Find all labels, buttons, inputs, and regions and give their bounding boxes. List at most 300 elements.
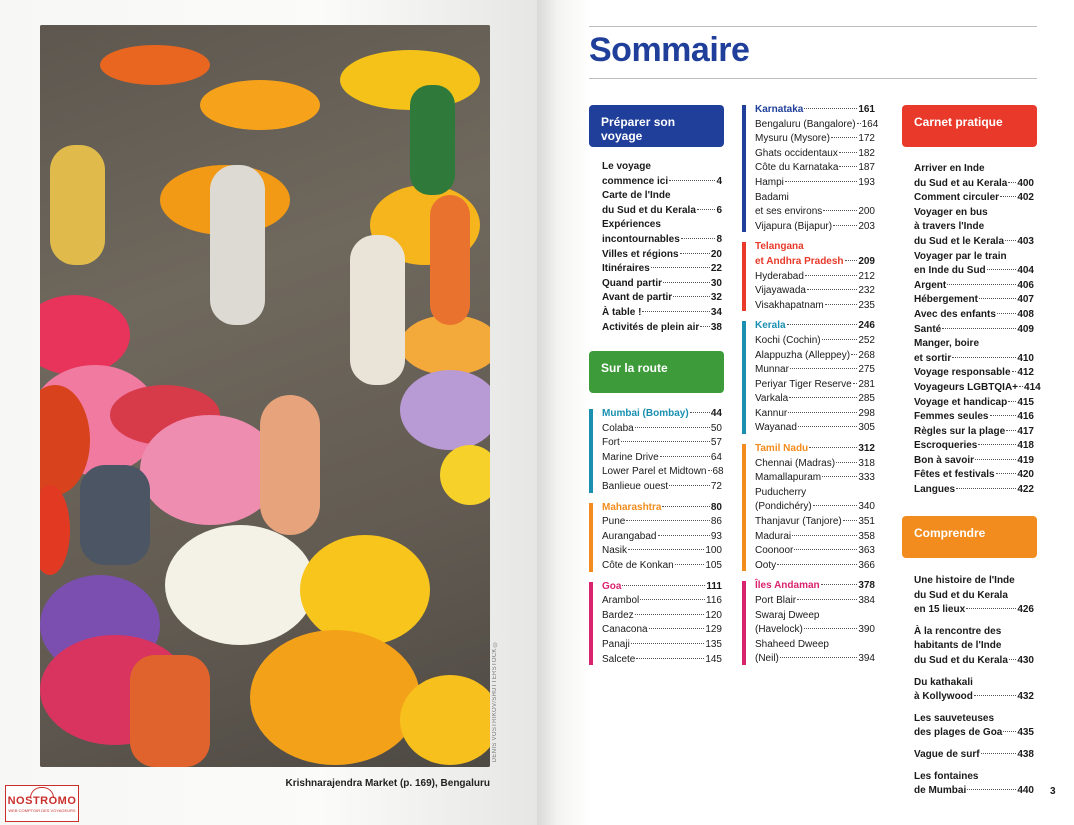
toc-page-number: 275 [858,364,875,376]
logo-tagline: WEB COMPTOIR DES VOYAGEURS [8,808,76,813]
comprendre-entry-line: Du kathakali [914,676,973,688]
toc-leader [790,368,857,369]
toc-leader [780,657,857,658]
toc-entry-title: du Sud et du Kerala [914,654,1008,666]
toc-entry-title: Argent [914,279,947,291]
toc-entry[interactable] [755,118,879,133]
toc-entry-title: Villes et régions [602,248,679,260]
toc-entry[interactable] [914,337,1034,352]
toc-entry[interactable] [914,454,1034,469]
toc-entry[interactable] [602,204,722,219]
toc-entry-title: Thanjavur (Tanjore) [755,516,842,528]
toc-leader [839,166,857,167]
comprendre-entry[interactable] [914,625,1034,669]
toc-page-number: 120 [705,609,722,621]
toc-entry-title: Hyderabad [755,270,804,282]
toc-entry[interactable] [755,392,875,407]
toc-entry[interactable] [755,638,875,653]
toc-page-number: 438 [1017,748,1034,760]
toc-entry-title: Swaraj Dweep [755,609,820,621]
toc-page-number: 57 [710,437,722,449]
toc-entry[interactable] [914,250,1034,265]
toc-entry-title: Canacona [602,624,648,636]
toc-entry[interactable] [755,544,875,559]
toc-leader [956,488,1016,489]
toc-leader [635,614,705,615]
toc-entry[interactable] [914,293,1034,308]
comprendre-entry[interactable] [914,770,1034,799]
toc-entry-title: Arambol [602,595,640,607]
region-color-bar [589,409,593,493]
toc-entry[interactable] [602,233,722,248]
toc-entry[interactable] [755,161,875,176]
toc-page-number: 80 [710,501,722,513]
toc-entry-title: Munnar [755,364,789,376]
toc-entry[interactable] [755,270,875,285]
toc-entry[interactable] [755,349,875,364]
toc-entry[interactable] [755,284,875,299]
toc-entry-title: Varkala [755,393,789,405]
toc-leader [966,608,1016,609]
toc-page-number: 384 [858,595,875,606]
toc-entry[interactable] [755,421,875,436]
region-heading: Maharashtra [602,501,662,513]
toc-leader [631,643,705,644]
toc-entry[interactable] [602,465,722,480]
toc-entry-title: Badami [755,191,789,203]
toc-entry-title: Côte de Konkan [602,559,674,571]
toc-page-number: 366 [858,559,875,571]
toc-entry-title: Bardez [602,609,634,621]
toc-entry[interactable] [914,381,1041,396]
toc-entry[interactable] [755,191,875,206]
toc-entry-title: Salcete [602,653,636,665]
toc-entry-title: Manger, boire [914,338,980,350]
toc-page-number: 200 [858,206,875,218]
toc-entry[interactable] [914,366,1034,381]
toc-entry[interactable] [914,690,1034,705]
toc-leader [651,267,710,268]
region-list [742,103,879,673]
toc-page-number: 172 [858,133,875,145]
toc-entry[interactable] [602,559,722,574]
toc-entry-title: de Mumbai [914,785,967,797]
comprendre-entry[interactable] [914,748,1034,763]
toc-entry[interactable] [755,457,875,472]
comprendre-entry-line: Les sauveteuses [914,712,995,724]
toc-entry-title: Bon à savoir [914,454,975,466]
toc-entry[interactable] [914,654,1034,669]
toc-entry[interactable] [755,334,875,349]
comprendre-entry-line: Une histoire de l'Inde [914,575,1015,586]
toc-entry[interactable] [755,407,875,422]
region-heading-row[interactable] [602,407,722,422]
toc-page-number: 212 [858,270,875,282]
prep-heading[interactable]: Préparer son voyage [589,105,724,147]
photo-credit: DENIS VOSTRIKOV/SHUTTERSTOCK © [492,640,498,763]
toc-page-number: 419 [1017,454,1034,466]
toc-entry[interactable] [755,378,875,393]
toc-page-number: 100 [705,545,722,557]
toc-entry-title: Quand partir [602,277,663,289]
toc-entry-title: commence ici [602,175,669,187]
toc-entry[interactable] [755,594,875,609]
toc-page-number: 93 [710,530,722,542]
toc-entry[interactable] [755,486,875,501]
region-heading-row[interactable] [602,580,722,595]
toc-leader [621,441,710,442]
comprendre-entry[interactable] [914,712,1034,741]
toc-page-number: 426 [1017,604,1034,616]
toc-leader [825,304,858,305]
toc-leader [947,284,1016,285]
toc-page-number: 252 [858,334,875,346]
toc-page-number: 408 [1017,308,1034,320]
toc-entry[interactable] [755,299,875,314]
toc-page-number: 415 [1017,396,1034,408]
toc-page-number: 129 [705,624,722,636]
toc-page-number: 407 [1017,294,1034,306]
toc-entry-title: Voyageurs LGBTQIA+ [914,381,1019,393]
region-heading: Îles Andaman [755,580,820,592]
toc-page-number: 418 [1017,440,1034,452]
toc-entry[interactable] [602,515,722,530]
region-section [742,103,879,234]
region-heading-row[interactable] [755,103,875,118]
toc-page-number: 422 [1017,484,1034,496]
region-heading: Goa [602,580,622,592]
region-color-bar [742,242,746,311]
toc-leader [809,447,857,448]
toc-entry-title: (Pondichéry) [755,501,812,513]
toc-leader [669,485,710,486]
toc-leader [804,628,858,629]
toc-entry[interactable] [914,784,1034,799]
carnet-list [914,162,1041,498]
toc-entry[interactable] [602,277,722,292]
toc-page-number: 363 [858,545,875,557]
toc-page-number: 394 [858,653,875,665]
toc-page-number: 285 [858,393,875,405]
toc-entry-title: Vijayawada [755,285,806,297]
toc-leader [789,397,857,398]
toc-entry[interactable] [914,352,1034,367]
comprendre-entry[interactable] [914,676,1034,705]
toc-entry[interactable] [602,189,722,204]
toc-entry[interactable] [914,279,1034,294]
toc-leader [1019,386,1023,387]
toc-page-number: 404 [1017,265,1034,277]
toc-entry[interactable] [602,422,722,437]
toc-page-number: 20 [710,248,722,260]
toc-entry[interactable] [602,436,722,451]
toc-entry[interactable] [602,451,722,466]
toc-page-number: 111 [706,580,722,592]
comprendre-entry-line: À la rencontre des [914,625,1002,637]
toc-page-number: 432 [1017,691,1034,703]
region-heading-row[interactable] [755,255,875,270]
toc-page-number: 203 [858,220,875,232]
toc-entry-title: Escroqueries [914,440,978,452]
toc-entry[interactable] [602,306,722,321]
toc-leader [843,520,858,521]
toc-page-number: 105 [705,559,722,571]
toc-leader [831,137,857,138]
toc-entry-title: à travers l'Inde [914,221,985,233]
toc-leader [792,535,857,536]
toc-entry-title: (Havelock) [755,624,803,636]
toc-entry[interactable] [914,206,1034,221]
toc-leader [788,412,857,413]
toc-page-number: 30 [710,277,722,289]
region-heading-row[interactable] [755,442,875,457]
toc-page-number: 351 [858,516,875,528]
toc-entry[interactable] [914,483,1034,498]
toc-leader [1012,371,1017,372]
toc-entry[interactable] [755,147,875,162]
toc-entry[interactable] [914,177,1034,192]
toc-leader [845,260,858,261]
toc-entry[interactable] [602,638,722,653]
toc-entry-title: Coonoor [755,545,794,557]
toc-entry-title: À table ! [602,306,642,318]
comprendre-entry-line: du Sud et du Kerala [914,589,1008,601]
toc-leader [708,470,712,471]
toc-leader [839,152,857,153]
toc-entry[interactable] [914,191,1034,206]
toc-entry-title: des plages de Goa [914,727,1003,739]
toc-entry-title: Kochi (Cochin) [755,334,821,346]
comprendre-entry-line: habitants de l'Inde [914,640,1002,652]
region-section [589,407,722,495]
toc-entry[interactable] [755,363,875,378]
toc-entry-title: Hébergement [914,294,978,306]
region-section [742,442,875,573]
toc-leader [663,282,710,283]
carnet-heading[interactable]: Carnet pratique [902,105,1037,147]
photo-caption: Krishnarajendra Market (p. 169), Bengaluru [285,778,490,789]
toc-entry[interactable] [602,480,722,495]
toc-entry-title: (Neil) [755,653,779,665]
toc-page-number: 409 [1017,323,1034,335]
toc-entry[interactable] [602,160,722,175]
toc-entry-title: Lower Parel et Midtown [602,466,707,478]
nostromo-logo[interactable] [5,785,79,822]
toc-entry[interactable] [914,468,1034,483]
toc-entry[interactable] [914,220,1034,235]
toc-entry[interactable] [914,264,1034,279]
toc-entry[interactable] [914,308,1034,323]
toc-entry[interactable] [602,321,722,336]
region-section [742,240,875,313]
toc-page-number: 64 [710,451,722,463]
toc-entry-title: du Sud et du Kerala [602,204,696,216]
toc-page-number: 420 [1017,469,1034,481]
toc-entry[interactable] [914,410,1034,425]
toc-entry[interactable] [602,248,722,263]
toc-page-number: 32 [710,292,722,304]
toc-leader [979,298,1016,299]
toc-page-number: 318 [858,457,875,469]
toc-leader [1005,240,1016,241]
comprendre-list [914,574,1034,806]
toc-page-number: 235 [858,299,875,311]
region-color-bar [742,444,746,571]
toc-entry[interactable] [755,559,875,574]
toc-page-number: 72 [710,480,722,492]
toc-entry-title: Hampi [755,176,784,188]
toc-entry-title: Banlieue ouest [602,480,669,492]
toc-entry-title: Avant de partir [602,292,673,304]
toc-entry[interactable] [914,235,1034,250]
region-heading-row[interactable] [755,579,875,594]
toc-leader [622,585,705,586]
toc-entry-title: Expériences [602,219,661,231]
toc-entry-title: Port Blair [755,595,797,606]
toc-leader [787,324,858,325]
toc-entry[interactable] [602,653,722,668]
toc-leader [805,275,857,276]
toc-entry-title: Marine Drive [602,451,659,463]
region-heading-row[interactable] [755,319,875,334]
toc-entry[interactable] [602,530,722,545]
toc-entry[interactable] [914,748,1034,763]
toc-leader [660,456,710,457]
region-color-bar [742,321,746,434]
toc-entry[interactable] [755,205,875,220]
toc-entry-title: du Sud et le Kerala [914,235,1005,247]
toc-entry[interactable] [602,291,722,306]
toc-entry-title: Madurai [755,530,792,542]
toc-leader [662,506,709,507]
toc-entry[interactable] [914,439,1034,454]
toc-leader [1008,401,1016,402]
toc-entry-title: Ghats occidentaux [755,147,838,159]
toc-entry-title: Le voyage [602,161,651,172]
toc-leader [821,584,858,585]
toc-leader [1009,659,1016,660]
toc-entry[interactable] [602,623,722,638]
toc-page-number: 8 [716,233,722,245]
region-heading[interactable]: Telangana [755,241,804,253]
toc-entry[interactable] [914,726,1034,741]
toc-entry[interactable] [755,609,875,624]
toc-entry-title: Visakhapatnam [755,299,824,311]
toc-leader [673,296,710,297]
route-heading[interactable]: Sur la route [589,351,724,393]
toc-entry[interactable] [914,396,1034,411]
comprendre-entry[interactable] [914,574,1034,618]
toc-entry[interactable] [602,594,722,609]
toc-entry[interactable] [602,262,722,277]
toc-entry[interactable] [755,623,875,638]
toc-entry[interactable] [755,500,875,515]
toc-entry[interactable] [755,652,875,667]
toc-entry-title: Wayanad [755,422,797,434]
comprendre-heading[interactable]: Comprendre [902,516,1037,558]
toc-entry-title: Avec des enfants [914,308,996,320]
toc-page-number: 68 [712,466,724,478]
toc-leader [996,473,1017,474]
toc-page-number: 22 [710,263,722,275]
toc-entry-title: Voyage et handicap [914,396,1008,408]
toc-entry-title: Fort [602,437,620,449]
region-heading: Tamil Nadu [755,443,809,455]
toc-leader [990,415,1017,416]
toc-leader [626,520,710,521]
toc-entry[interactable] [914,162,1034,177]
toc-page-number: 414 [1024,381,1041,393]
toc-page-number: 312 [858,443,875,455]
toc-entry[interactable] [755,515,875,530]
region-color-bar [589,582,593,666]
toc-leader [635,427,710,428]
toc-entry-title: Règles sur la plage [914,425,1006,437]
toc-entry-title: Mamallapuram [755,472,822,484]
toc-page-number: 246 [858,320,875,332]
toc-entry-title: Chennai (Madras) [755,457,836,469]
toc-entry[interactable] [602,609,722,624]
toc-entry-title: Mysuru (Mysore) [755,133,831,145]
toc-page-number: 193 [858,176,875,188]
toc-page-number: 417 [1017,425,1034,437]
toc-entry[interactable] [602,218,722,233]
region-color-bar [742,105,746,232]
toc-entry-title: Bengaluru (Bangalore) [755,118,856,130]
toc-page-number: 333 [858,472,875,484]
toc-entry-title: Femmes seules [914,411,989,423]
region-heading: Kerala [755,320,786,332]
toc-leader [807,289,857,290]
toc-leader [669,180,715,181]
toc-entry-title: Pune [602,516,626,528]
toc-page-number: 44 [710,408,722,419]
region-heading-row[interactable] [602,501,722,516]
toc-leader [978,444,1016,445]
toc-entry[interactable] [914,425,1034,440]
region-section [589,501,722,574]
toc-entry[interactable] [914,323,1034,338]
toc-entry-title: du Sud et au Kerala [914,177,1008,189]
toc-entry[interactable] [755,132,875,147]
prep-list [602,160,722,335]
toc-page-number: 416 [1017,411,1034,423]
toc-entry[interactable] [602,544,722,559]
toc-entry[interactable] [755,530,875,545]
toc-leader [680,253,710,254]
toc-entry-title: Santé [914,323,942,335]
toc-leader [974,695,1016,696]
toc-leader [794,549,857,550]
toc-page-number: 281 [858,378,875,390]
toc-page-number: 410 [1017,352,1034,364]
toc-entry[interactable] [755,220,875,235]
toc-leader [1003,731,1016,732]
toc-leader [700,326,710,327]
toc-entry[interactable] [755,176,875,191]
region-section [742,319,875,436]
toc-page-number: 298 [858,407,875,419]
toc-entry[interactable] [755,471,875,486]
toc-entry[interactable] [602,175,722,190]
toc-page-number: 209 [858,255,875,267]
toc-entry[interactable] [914,603,1034,618]
region-heading-line2: et Andhra Pradesh [755,255,844,267]
page-number: 3 [1050,786,1056,797]
top-rule [589,26,1037,27]
toc-leader [851,354,857,355]
route-list [589,407,722,673]
